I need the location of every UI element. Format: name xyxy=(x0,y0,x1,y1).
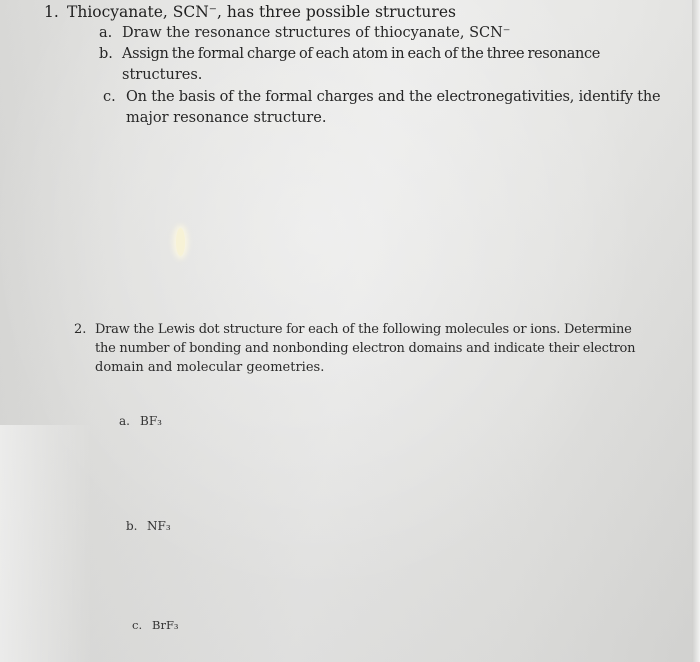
question-1b-text-line-1: Assign the formal charge of each atom in each of the three resonance xyxy=(122,46,601,62)
question-2c-formula: BrF₃ xyxy=(152,618,179,632)
question-2b-mark: b. xyxy=(126,519,138,533)
question-2b-formula: NF₃ xyxy=(147,519,171,533)
question-2-text-line-2: the number of bonding and nonbonding electron domains and indicate their electron xyxy=(95,341,636,356)
paper-fold-highlight xyxy=(0,425,92,662)
question-1a-mark: a. xyxy=(99,25,113,41)
question-2a-mark: a. xyxy=(119,414,130,428)
question-2a-formula: BF₃ xyxy=(140,414,162,428)
question-1-text: Thiocyanate, SCN⁻, has three possible structures xyxy=(67,3,456,21)
light-glare-spot xyxy=(176,228,185,256)
question-2c-mark: c. xyxy=(132,618,143,632)
question-1c-mark: c. xyxy=(103,89,116,105)
question-1b-text-line-2: structures. xyxy=(122,67,203,83)
page-edge-shadow xyxy=(692,0,700,662)
question-1b-mark: b. xyxy=(99,46,113,62)
question-1c-text-line-2: major resonance structure. xyxy=(126,110,327,126)
question-2-text-line-1: Draw the Lewis dot structure for each of the following molecules or ions. Determine xyxy=(95,322,632,337)
question-2-number: 2. xyxy=(74,322,87,337)
question-1-number: 1. xyxy=(44,3,59,21)
question-1c-text-line-1: On the basis of the formal charges and the electronegativities, identify the xyxy=(126,89,661,105)
question-1a-text: Draw the resonance structures of thiocyanate, SCN⁻ xyxy=(122,25,511,41)
question-2-text-line-3: domain and molecular geometries. xyxy=(95,360,325,375)
